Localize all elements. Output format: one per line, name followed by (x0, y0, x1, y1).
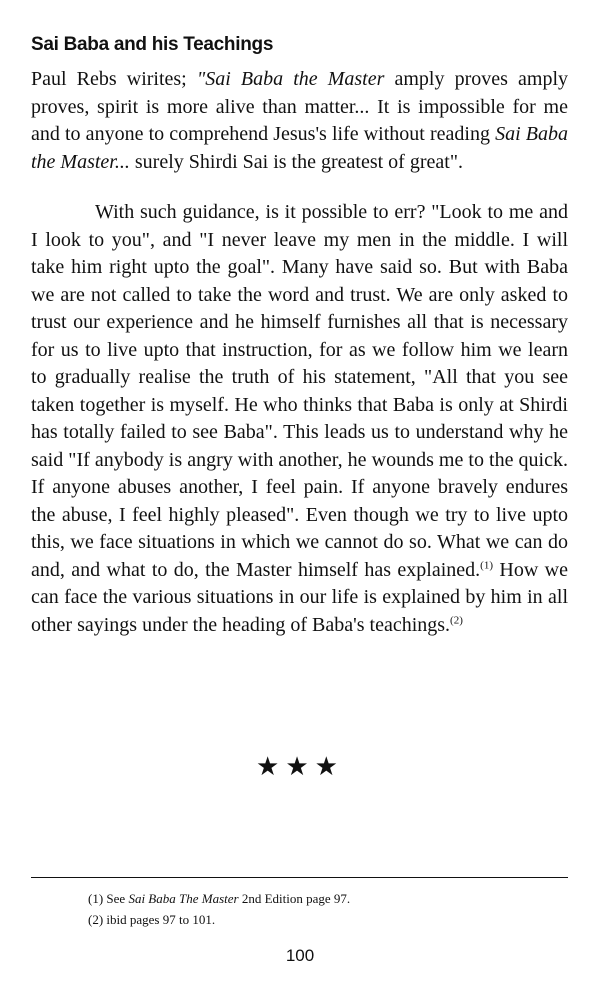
paragraph-2 (31, 199, 568, 639)
section-heading: Sai Baba and his Teachings (31, 34, 274, 55)
para1-text-1: Paul Rebs wirites; (31, 68, 197, 90)
footnote-ref-1: (1) (480, 558, 493, 571)
para1-text-3: surely Shirdi Sai is the greatest of great". (129, 150, 463, 173)
para2-text-2: How we can face the various situations in our life is explained by him in all other sayings under the heading of Baba's teachings. (31, 558, 568, 636)
section-divider-stars: ★★★ (256, 752, 344, 782)
footnote-1-text-a: (1) See (88, 891, 129, 906)
para2-text-1: With such guidance, is it possible to err? "Look to me and I look to you", and "I never leave my men in the middle. I will take him right upto the goal". Many have said so. But with Baba we are not called to take the word and trust. We are only asked to trust our experience and he himself furnishes all that is necessary for us to live upto that instruction, for as we follow him we learn to gradually realise the truth of his statement, "All that you see taken together is myself. He who thinks that Baba is only at Shirdi has totally failed to see Baba". This leads us to understand why he said "If anybody is angry with another, he wounds me to the quick. If anyone abuses another, I feel pain. If anyone bravely endures the abuse, I feel highly pleased". Even though we try to live upto this, we face situations in which we cannot do so. What we can do and, and what to do, the Master himself has explained. (31, 201, 568, 581)
paragraph-1 (31, 66, 568, 176)
para1-text-2: amply proves amply proves, spirit is more alive than matter... It is impossible for me and to anyone to comprehend Jesus's life without reading (31, 68, 568, 145)
footnote-ref-2: (2) (450, 613, 463, 626)
para1-book-title-1: "Sai Baba the Master (196, 68, 385, 90)
footnote-rule (31, 877, 568, 878)
footnote-1-book-title: Sai Baba The Master (128, 891, 239, 906)
footnote-1 (88, 888, 350, 909)
para1-book-title-2: Sai Baba the Master... (31, 123, 568, 173)
footnotes (88, 888, 350, 930)
page-number: 100 (285, 946, 315, 965)
footnote-2: (2) ibid pages 97 to 101. (88, 912, 216, 927)
footnote-1-text-b: 2nd Edition page 97. (238, 891, 351, 906)
